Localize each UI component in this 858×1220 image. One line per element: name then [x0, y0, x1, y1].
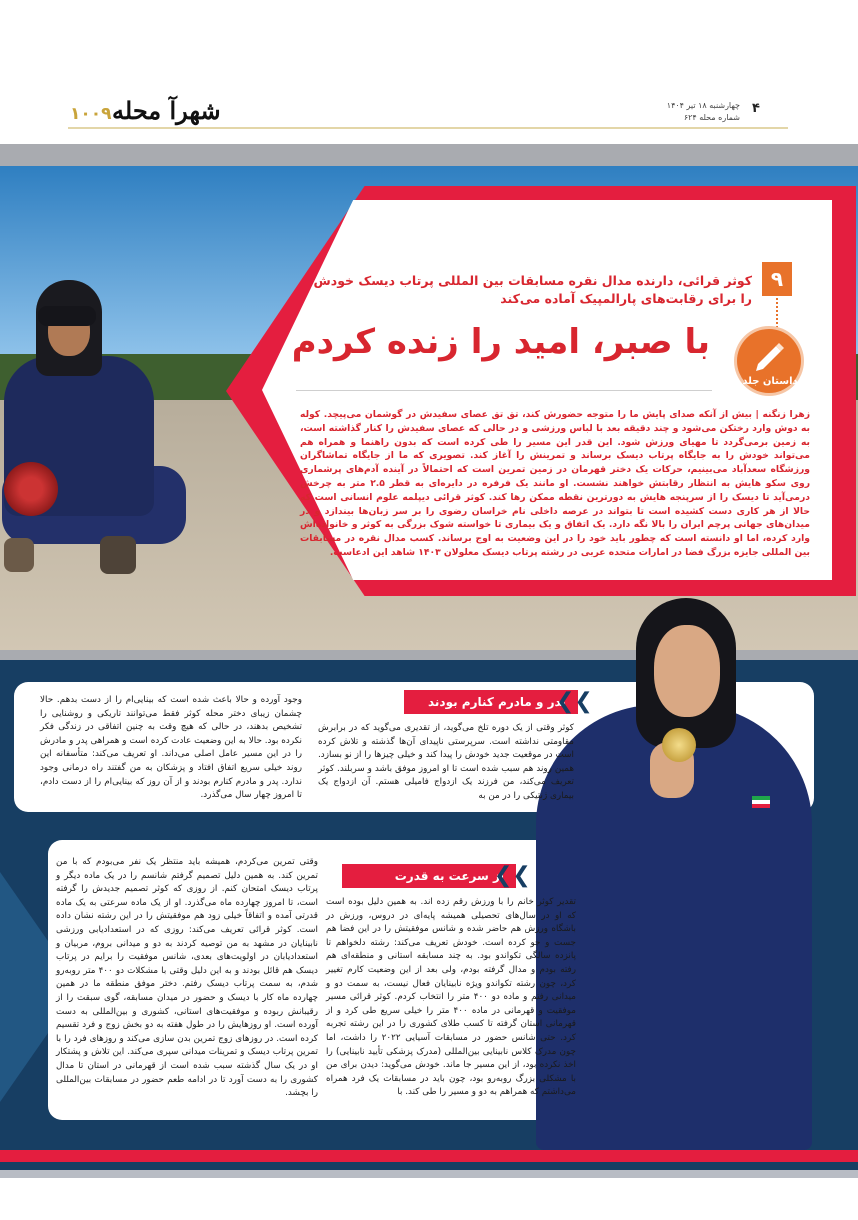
page-number: ۴ — [752, 101, 760, 116]
athlete-goggles — [38, 306, 96, 326]
flag-patch-icon — [752, 796, 770, 808]
athlete-shoe-right — [100, 536, 136, 574]
chevrons-icon: ❮❮ — [556, 689, 593, 714]
feature-number-badge: ۹ — [762, 262, 792, 296]
chevrons-icon-2: ❮❮ — [494, 863, 531, 888]
section2-text-right: تقدیر کوثر خانم را با ورزش رقم زده اند. به همین دلیل بوده است که او در سال‌های تحصیلی همیشه پایه‌ای در دروس، ورزش در باشگاه ورزش هم حاضر شده و شانس موفقیتش را در این فضا هم جست و جو کرده است. خودش تعریف می‌کند: رشته دلخواهم تا پانزده سالگی تکواندو بود. به چند مسابقه استانی و منطقه‌ای هم رفته بودم و مدال گرفته بودم، ولی بعد از این وضعیت کارم تغییر کرد، چون رشته تکواندو ویژه نابینایان فعال نیست، به سمت دو و میدانی رفتم و ماده دو ۴۰۰ متر را انتخاب کردم. کوثر قرائی مسیر موفقیت و قهرمانی در ماده ۴۰۰ متر را خیلی سریع طی کرد و از قهرمانی استان گرفته تا کسب طلای کشوری را در این رشته تجربه کرد. حتی شانس حضور در مسابقات آسیایی ۲۰۲۲ را داشت، اما چون مدرک کلاس نابینایی بین‌المللی (مدرک پزشکی تأیید نابینایی) را اخذ نکرده بود، از این مسیر جا ماند. خودش می‌گوید: دیدن برای من با مشکلی بزرگ روبه‌رو بود، چون باید در مسابقات یک فرد همراه می‌داشتم که همراهم به دو و مسیر را طی کند. با — [326, 897, 576, 1098]
top-grey-strip — [0, 144, 858, 166]
section2-text-left: وقتی تمرین می‌کردم، همیشه باید منتظر یک نفر می‌بودم که با من تمرین کند. به همین دلیل تصمیم گرفتم شانسم را در یک ماده دیگر و پرتاب دیسک امتحان کنم. از روزی که کوثر تصمیم جدیدش را گرفته است، تا امروز چهارده ماه می‌گذرد. او از یک ماده سرعتی به یک ماده قدرتی آمده و اتفاقاً خیلی زود هم موفقیتش را در این رشته نشان داده است. کوثر قرائی تعریف می‌کند: روزی که در استعدادیابی ورزشی نابینایان در مشهد به من توصیه کردند به دو و میدانی بروم، مربیان و استعدادیابان در اولویت‌های بعدی، شانس موفقیت را برایم در پرتاب دیسک هم قائل بودند و به این دلیل وقتی با مشکلات دو ۴۰۰ متر روبه‌رو شدم، به سمت پرتاب دیسک رفتم. دختر موفق منطقه ما در همین چهارده ماه کار با دیسک و حضور در میدان مسابقه، گوی سبقت را از رقیبانش ربوده و موفقیت‌های استانی، کشوری و بین‌المللی به دست آورده است. او روزهایش را در طول هفته به دو بخش زوج و فرد تقسیم کرده است. در روزهای زوج تمرین بدن سازی می‌کند و روزهای فرد را با تمرین پرتاب دیسک و تمرینات میدانی سپری می‌کند. این تلاش و پشتکار او در یک سال گذشته سبب شده است از قهرمانی در استان تا مدال کشوری را به دست آورد تا در ادامه طعم حضور در مسابقات بین‌المللی را بچشد. — [56, 857, 318, 1099]
section1-text-right: کوثر وقتی از یک دوره تلخ می‌گوید، از تقدیری می‌گوید که در برابرش مقاومتی نداشته است. سرپرستی ناپیدای آن‌ها گذشته و تلاش کرده است در موقعیت جدید خودش را پیدا کند و خیلی چیزها را از نو بسازد. همین روند هم سبب شده است تا او امروز موفق باشد و سربلند. کوثر تعریف می‌کند، من فرزند یک ازدواج فامیلی هستم. آن ازدواج یک بیماری ژنتیکی را در من به — [318, 723, 574, 801]
athlete-face-2 — [654, 625, 720, 717]
section2-heading: از سرعت به قدرت — [342, 864, 516, 888]
section1-heading: پدر و مادرم کنارم بودند — [404, 690, 578, 714]
pencil-icon — [750, 338, 788, 372]
feature-intro: زهرا زنگنه | بیش از آنکه صدای پایش ما را متوجه حضورش کند، تق تق عصای سفیدش در گوشمان می‌پیچد. کوله به دوش وارد رختکن می‌شود و چند دقیقه بعد با لباس ورزشی و در حالی که عصای سفیدش را کنار گذاشته است، به زمین برمی‌گردد تا مهیای ورزش شود. این قدر این مسیر را طی کرده است که بدون راهنما و همراه هم می‌تواند خودش را به جایگاه پرتاب دیسک برساند و تمرینش را آغاز کند. تصویری که ما از جایگاه تماشاگران ورزشگاه سعدآباد می‌بینیم، حرکات یک دختر قهرمان در زمین تمرین است که احتمالاً در آینده آدم‌های پرشماری روی سکو هایش به انتظار رقابتش خواهند نشست. او مانند یک فرفره در دایره‌ای به قطر ۲.۵ متر به چرخش درمی‌آید تا دیسک را از سرپنجه هایش به دورترین نقطه ممکن رها کند. کوثر قرائی دیپلمه علوم انسانی است که حالا از هر کاری دست کشیده است تا بتواند در عرصه داخلی نام خراسان رضوی را بر سر زبان‌ها بیندازد و در میدان‌های جهانی پرچم ایران را بالا نگه دارد. یک اتفاق و یک بیماری تا خواسته شوک بزرگی به کوثر و خانواده‌اش وارد کرده، اما او دانسته است که چطور باید خود را در این وضعیت به اوج برساند. کسب مدال نقره در مسابقات بین المللی جایزه بزرگ فضا در امارات متحده عربی در رشته پرتاب دیسک معلولان ۱۴۰۳ شاهد این ادعاست. — [300, 409, 811, 558]
footer-stripe-grey — [0, 1170, 858, 1178]
feature-subtitle: کوثر قرائی، دارنده مدال نقره مسابقات بین المللی پرتاب دیسک خودش را برای رقابت‌های پارالمپیک آماده می‌کند — [313, 273, 752, 306]
publication-logo: شهرآ محله — [112, 96, 221, 125]
athlete-shoe-left — [4, 538, 34, 572]
footer-stripe-red — [0, 1150, 858, 1162]
header-rule — [68, 127, 788, 129]
section1-text-left: وجود آورده و حالا باعث شده است که بینایی‌ام را از دست بدهم. حالا چشمان زیبای دختر محله کوثر فقط می‌توانند تاریکی و روشنایی را تشخیص بدهند، در حالی که هیچ وقت به چنین اتفاقی در زندگی فکر نکرده بود. حالا به این وضعیت عادت کرده است و همراهی پدر و مادرش را در این مسیر عامل اصلی می‌داند. او تعریف می‌کند: متأسفانه این روند خیلی سریع اتفاق افتاد و پزشکان به من گفتند راه درمانی وجود ندارد. پدر و مادرم کنارم بودند و از آن روز که بینایی‌ام را از دست دادم، تا امروز چهار سال می‌گذرد. — [40, 695, 302, 801]
feature-title: با صبر، امید را زنده کردم — [291, 322, 710, 362]
section-label: داستان جلد — [742, 376, 798, 387]
footer-stripe-navy — [0, 1162, 858, 1170]
header-date: چهارشنبه ۱۸ تیر ۱۴۰۴ — [666, 101, 740, 110]
header-date-block — [640, 100, 740, 124]
issue-number: ۱۰۰۹ — [70, 104, 112, 124]
discus — [4, 462, 58, 516]
title-rule — [296, 390, 712, 391]
header-edition: شماره محله ۶۲۴ — [683, 113, 740, 122]
silver-medal — [662, 728, 696, 762]
